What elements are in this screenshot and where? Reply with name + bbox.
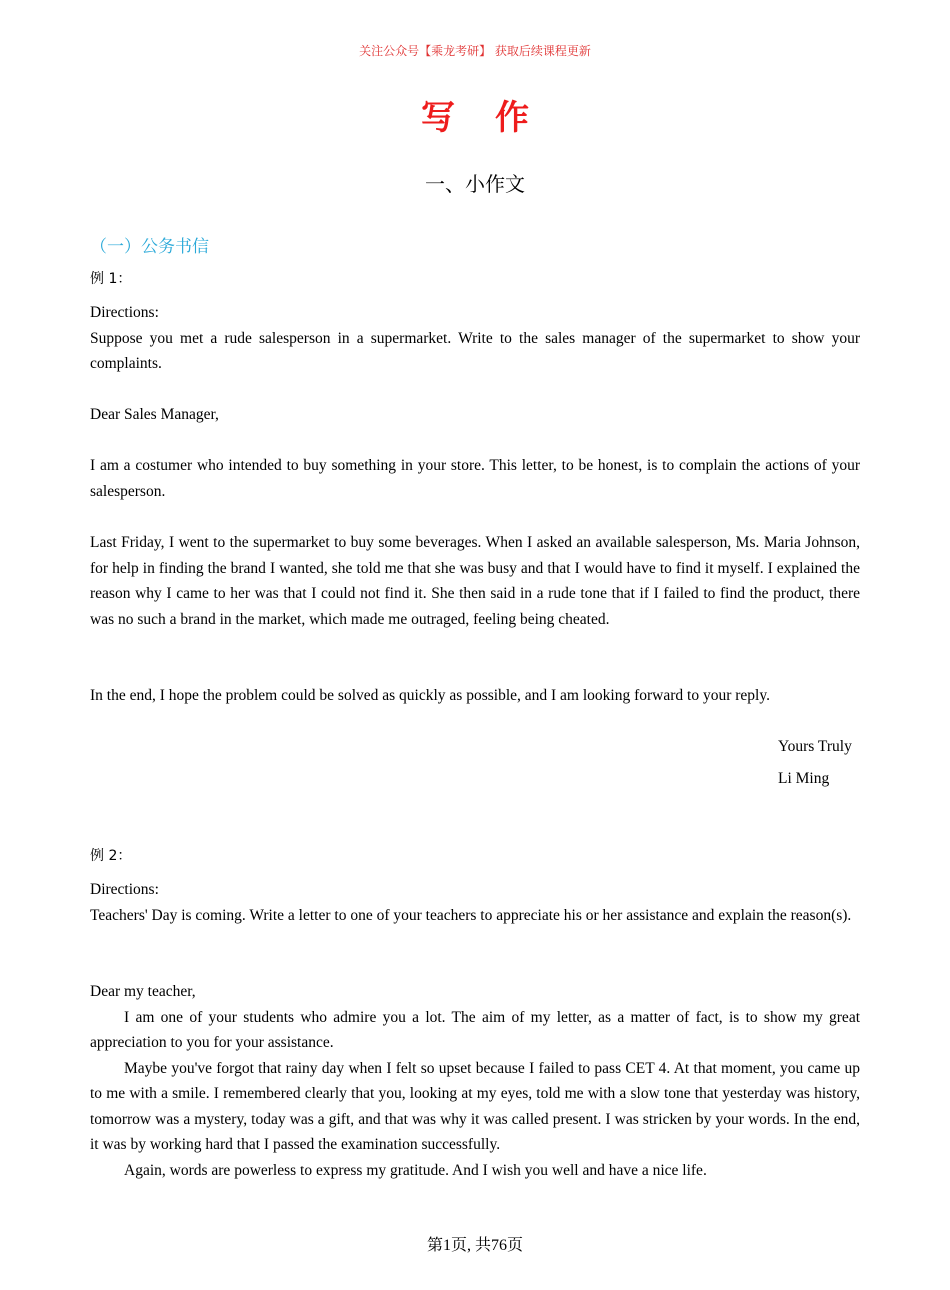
- main-title: 写作: [421, 98, 569, 138]
- example1-directions: [90, 300, 860, 377]
- sub-heading: （一）公务书信: [90, 237, 209, 257]
- example1-signature: Li Ming: [778, 770, 830, 787]
- example2-paragraph-3: Again, words are powerless to express my gratitude. And I wish you well and have a nice life.: [124, 1161, 707, 1179]
- example1-closing: Yours Truly: [778, 738, 852, 755]
- example1-directions-label: Directions:: [90, 304, 159, 321]
- example2-letter: [90, 979, 860, 1183]
- example1-paragraph-1: I am a costumer who intended to buy something in your store. This letter, to be honest, is to complain the actions of your salesperson.: [90, 457, 860, 500]
- example2-directions: [90, 877, 860, 928]
- example2-salutation: Dear my teacher,: [90, 983, 196, 1000]
- page-footer: 第1页, 共76页: [426, 1237, 523, 1254]
- example1-directions-text: Suppose you met a rude salesperson in a supermarket. Write to the sales manager of the supermarket to show your complaints.: [90, 329, 860, 372]
- example1-paragraph-2: Last Friday, I went to the supermarket to buy some beverages. When I asked an available salesperson, Ms. Maria Johnson, for help in finding the brand I wanted, she told me that she was busy and that I would have to find it myself. I explained the reason why I came to her was that I could not find it. She then said in a rude tone that if I failed to find the product, there was no such a brand in the market, which made me outraged, feeling being cheated.: [90, 534, 860, 628]
- example2-directions-text: Teachers' Day is coming. Write a letter to one of your teachers to appreciate his or her assistance and explain the reason(s).: [90, 906, 852, 924]
- example1-salutation: Dear Sales Manager,: [90, 406, 219, 423]
- example1-paragraph-3: In the end, I hope the problem could be solved as quickly as possible, and I am looking forward to your reply.: [90, 687, 770, 704]
- section-title: 一、小作文: [425, 172, 525, 196]
- example2-directions-label: Directions:: [90, 881, 159, 898]
- example2-paragraph-1: I am one of your students who admire you a lot. The aim of my letter, as a matter of fact, is to show my great appreciation to you for your assistance.: [90, 1008, 860, 1051]
- header-note: 关注公众号【乘龙考研】 获取后续课程更新: [359, 44, 591, 58]
- example1-label: 例 1：: [90, 271, 132, 287]
- example2-paragraph-2: Maybe you've forgot that rainy day when I felt so upset because I failed to pass CET 4. At that moment, you came up to me with a smile. I remembered clearly that you, looking at my eyes, told me with a slow tone that yesterday was history, tomorrow was a mystery, today was a gift, and that was why it was called present. I was stricken by your words. In the end, it was by working hard that I passed the examination successfully.: [90, 1059, 860, 1153]
- example2-label: 例 2：: [90, 848, 132, 864]
